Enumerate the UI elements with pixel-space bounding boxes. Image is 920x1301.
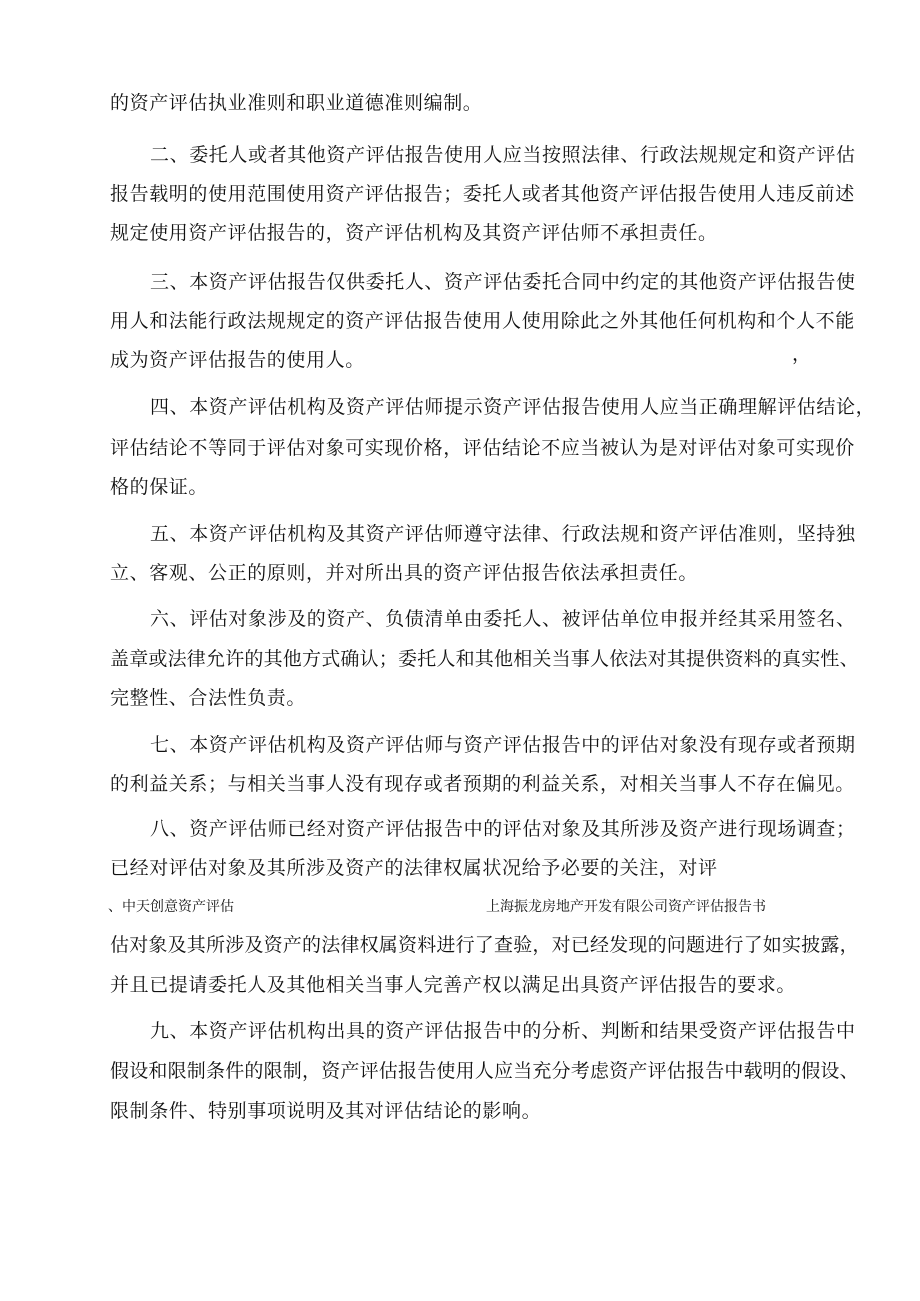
stray-comma-mark: ， — [792, 343, 812, 365]
paragraph-line: 的资产评估执业准则和职业道德准则编制。 — [110, 92, 483, 114]
paragraph-line: 并且已提请委托人及其他相关当事人完善产权以满足出具资产评估报告的要求。 — [110, 974, 797, 996]
paragraph-line: 完整性、合法性负责。 — [110, 687, 307, 709]
paragraph-line: 报告载明的使用范围使用资产评估报告；委托人或者其他资产评估报告使用人违反前述 — [110, 183, 855, 205]
paragraph-line: 三、本资产评估报告仅供委托人、资产评估委托合同中约定的其他资产评估报告使 — [150, 271, 856, 293]
paragraph-line: 规定使用资产评估报告的，资产评估机构及其资产评估师不承担责任。 — [110, 222, 718, 244]
paragraph-line: 立、客观、公正的原则，并对所出具的资产评估报告依法承担责任。 — [110, 562, 699, 584]
paragraph-line: 的利益关系；与相关当事人没有现存或者预期的利益关系，对相关当事人不存在偏见。 — [110, 773, 855, 795]
paragraph-line: 用人和法能行政法规规定的资产评估报告使用人使用除此之外其他任何机构和个人不能 — [110, 310, 855, 332]
paragraph-line: 成为资产评估报告的使用人。 — [110, 349, 365, 371]
paragraph-line: 四、本资产评估机构及资产评估师提示资产评估报告使用人应当正确理解评估结论， — [150, 396, 876, 418]
paragraph-line: 假设和限制条件的限制，资产评估报告使用人应当充分考虑资产评估报告中载明的假设、 — [110, 1060, 859, 1082]
footer-report-title: 上海振龙房地产开发有限公司资产评估报告书 — [486, 899, 766, 915]
paragraph-line: 限制条件、特别事项说明及其对评估结论的影响。 — [110, 1100, 542, 1122]
paragraph-line: 七、本资产评估机构及资产评估师与资产评估报告中的评估对象没有现存或者预期 — [150, 734, 856, 756]
paragraph-line: 二、委托人或者其他资产评估报告使用人应当按照法律、行政法规规定和资产评估 — [150, 144, 856, 166]
footer-company-name: 、中天创意资产评估 — [108, 899, 234, 915]
paragraph-line: 五、本资产评估机构及其资产评估师遵守法律、行政法规和资产评估准则，坚持独 — [150, 523, 856, 545]
paragraph-line: 评估结论不等同于评估对象可实现价格，评估结论不应当被认为是对评估对象可实现价 — [110, 437, 855, 459]
paragraph-line: 格的保证。 — [110, 476, 209, 498]
paragraph-line: 估对象及其所涉及资产的法律权属资料进行了查验，对已经发现的问题进行了如实披露， — [110, 934, 859, 956]
paragraph-line: 六、评估对象涉及的资产、负债清单由委托人、被评估单位申报并经其采用签名、 — [150, 608, 856, 630]
paragraph-line: 盖章或法律允许的其他方式确认；委托人和其他相关当事人依法对其提供资料的真实性、 — [110, 648, 859, 670]
paragraph-line: 已经对评估对象及其所涉及资产的法律权属状况给予必要的关注，对评 — [110, 857, 718, 879]
paragraph-line: 八、资产评估师已经对资产评估报告中的评估对象及其所涉及资产进行现场调查； — [150, 818, 856, 840]
paragraph-line: 九、本资产评估机构出具的资产评估报告中的分析、判断和结果受资产评估报告中 — [150, 1020, 856, 1042]
